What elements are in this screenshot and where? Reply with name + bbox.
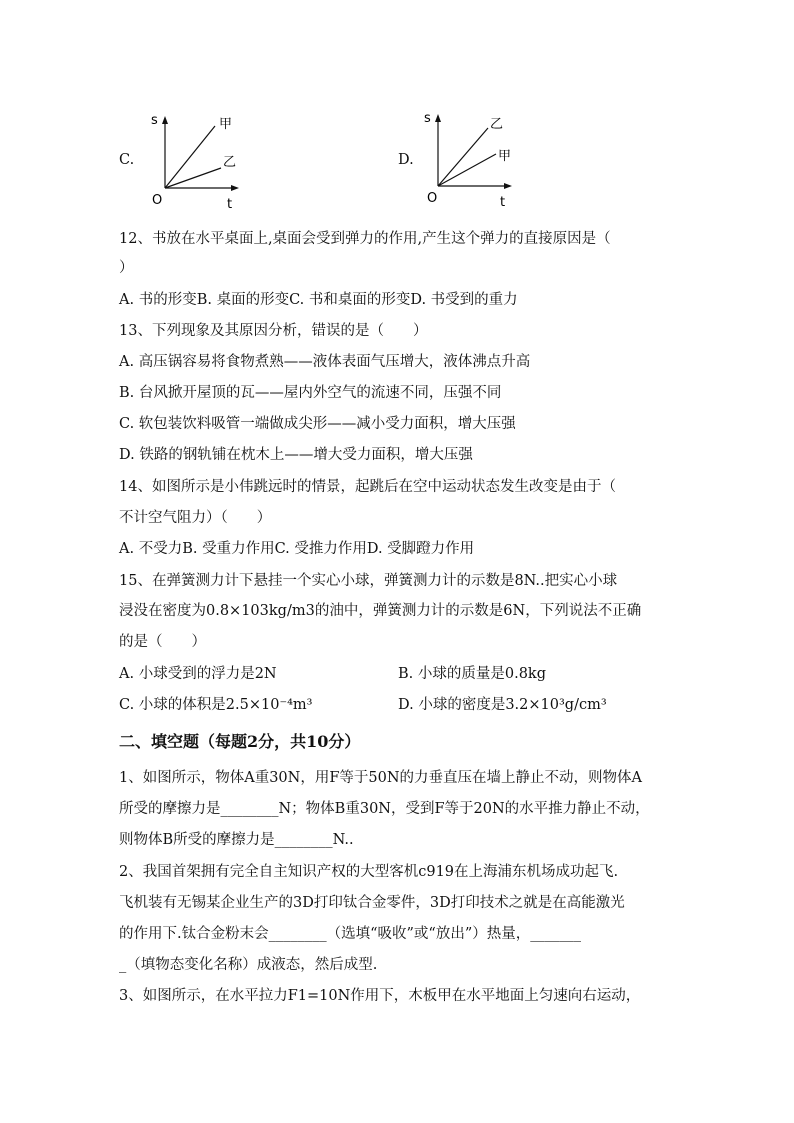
graph-d-origin-label: O [427, 191, 438, 206]
graph-d-s-label: s [424, 111, 431, 126]
option-d-label: D. [398, 152, 414, 168]
q13-option-c: C. 软包装饮料吸管一端做成尖形——减小受力面积，增大压强 [119, 416, 516, 432]
section-heading-fill-in: 二、填空题（每题2分，共10分） [119, 732, 361, 751]
q15-option-d: D. 小球的密度是3.2×10³g/cm³ [398, 697, 607, 713]
q12-stem-line-2: ） [119, 260, 134, 276]
graph-c-lower-label: 乙 [223, 155, 237, 170]
f1-line-1: 1、如图所示，物体A重30N，用F等于50N的力垂直压在墙上静止不动，则物体A [119, 770, 643, 786]
f1-line-2: 所受的摩擦力是________N；物体B重30N，受到F等于20N的水平推力静止不动， [119, 801, 650, 817]
f3-line-1: 3、如图所示，在水平拉力F1=10N作用下，木板甲在水平地面上匀速向右运动， [119, 988, 641, 1004]
graph-d-x-arrow [504, 183, 512, 189]
q15-stem-line-3: 的是（ ） [119, 634, 206, 650]
graph-d [418, 102, 528, 212]
graph-c-x-arrow [231, 185, 239, 191]
q13-stem: 13、下列现象及其原因分析，错误的是（ ） [119, 323, 428, 339]
f2-line-1: 2、我国首架拥有完全自主知识产权的大型客机c919在上海浦东机场成功起飞. [119, 864, 619, 880]
q15-stem-line-2: 浸没在密度为0.8×103kg/m3的油中，弹簧测力计的示数是6N，下列说法不正确 [119, 603, 642, 619]
q14-stem-line-2: 不计空气阻力）（ ） [119, 510, 272, 526]
f1-line-3: 则物体B所受的摩擦力是________N.. [119, 832, 354, 848]
graph-d-line-upper [438, 128, 488, 186]
q15-option-b: B. 小球的质量是0.8kg [398, 666, 547, 682]
option-c-label: C. [119, 152, 135, 168]
graph-c [145, 104, 255, 214]
q12-options: A. 书的形变B. 桌面的形变C. 书和桌面的形变D. 书受到的重力 [119, 292, 518, 308]
q15-option-c: C. 小球的体积是2.5×10⁻⁴m³ [119, 697, 313, 713]
graph-d-y-arrow [435, 114, 441, 122]
q15-option-a: A. 小球受到的浮力是2N [119, 666, 277, 682]
graph-c-s-label: s [151, 113, 158, 128]
q13-option-a: A. 高压锅容易将食物煮熟——液体表面气压增大，液体沸点升高 [119, 354, 531, 370]
graph-c-upper-label: 甲 [219, 117, 233, 132]
graph-c-y-arrow [162, 116, 168, 124]
graph-c-t-label: t [227, 197, 233, 212]
q13-option-d: D. 铁路的钢轨铺在枕木上——增大受力面积，增大压强 [119, 447, 473, 463]
graph-d-line-lower [438, 154, 496, 186]
graph-d-t-label: t [500, 195, 506, 210]
q14-stem-line-1: 14、如图所示是小伟跳远时的情景，起跳后在空中运动状态发生改变是由于（ [119, 479, 616, 495]
graph-d-upper-label: 乙 [490, 117, 504, 132]
f2-line-2: 飞机装有无锡某企业生产的3D打印钛合金零件，3D打印技术之就是在高能激光 [119, 895, 625, 911]
f2-line-4: _（填物态变化名称）成液态，然后成型. [119, 957, 378, 973]
graph-d-lower-label: 甲 [498, 149, 512, 164]
q15-stem-line-1: 15、在弹簧测力计下悬挂一个实心小球，弹簧测力计的示数是8N..把实心小球 [119, 573, 618, 589]
q14-options: A. 不受力B. 受重力作用C. 受推力作用D. 受脚蹬力作用 [119, 541, 475, 557]
q12-stem-line-1: 12、书放在水平桌面上,桌面会受到弹力的作用,产生这个弹力的直接原因是（ [119, 231, 611, 247]
graph-c-origin-label: O [152, 193, 163, 208]
q13-option-b: B. 台风掀开屋顶的瓦——屋内外空气的流速不同，压强不同 [119, 385, 502, 401]
f2-line-3: 的作用下.钛合金粉末会________（选填“吸收”或“放出”）热量，_______ [119, 926, 582, 942]
